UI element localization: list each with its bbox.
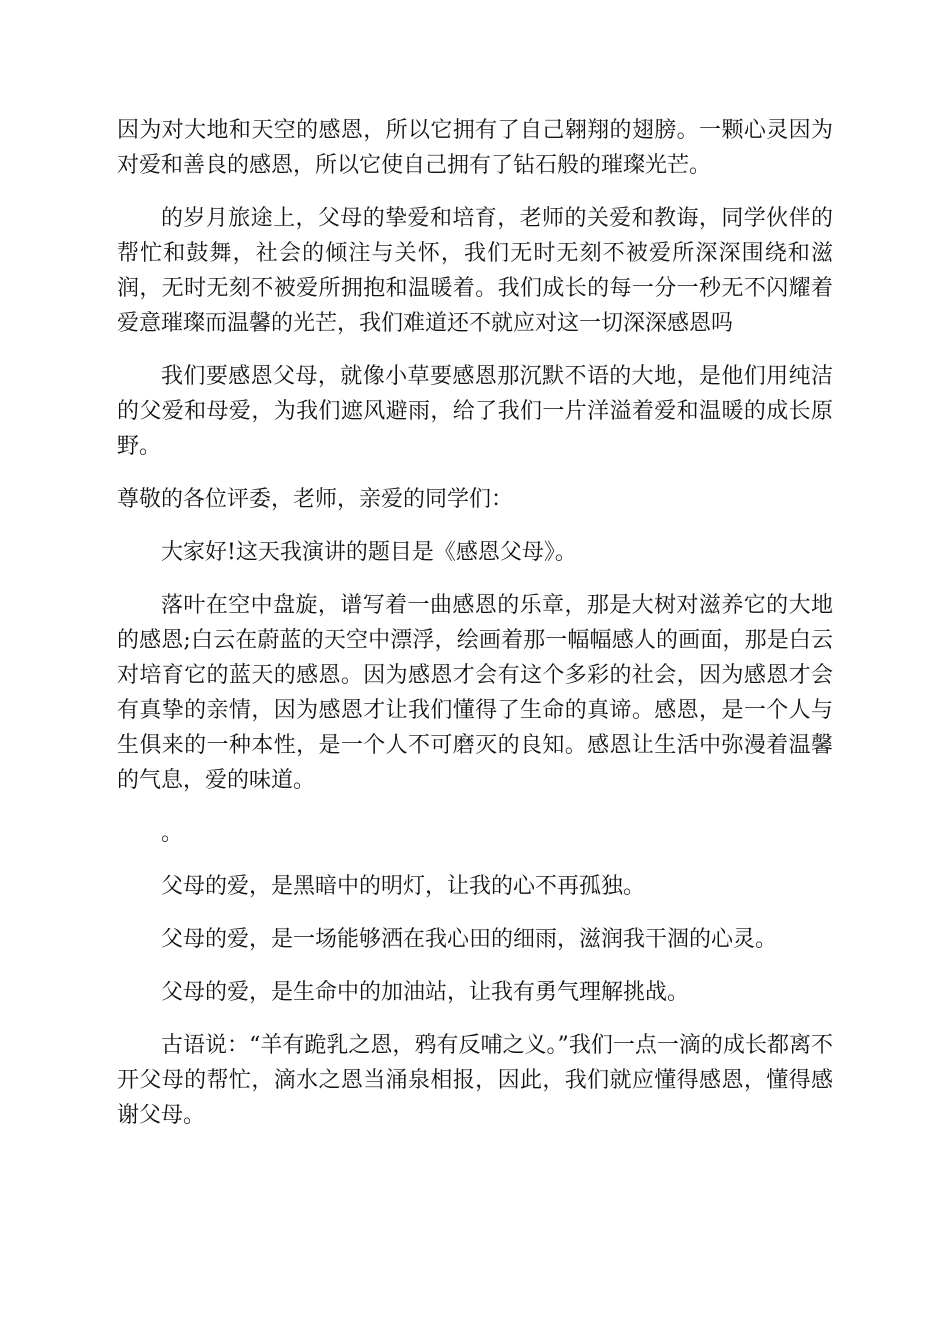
document-body: [117, 113, 833, 1151]
paragraph: 落叶在空中盘旋，谱写着一曲感恩的乐章，那是大树对滋养它的大地的感恩;白云在蔚蓝的天空中漂浮，绘画着那一幅幅感人的画面，那是白云对培育它的蓝天的感恩。因为感恩才会有这个多彩的社会，因为感恩才会有真挚的亲情，因为感恩才让我们懂得了生命的真谛。感恩，是一个人与生俱来的一种本性，是一个人不可磨灭的良知。感恩让生活中弥漫着温馨的气息，爱的味道。: [117, 593, 833, 793]
paragraph: 因为对大地和天空的感恩，所以它拥有了自己翱翔的翅膀。一颗心灵因为对爱和善良的感恩，所以它使自己拥有了钻石般的璀璨光芒。: [117, 118, 833, 178]
greeting-paragraph: 大家好!这天我演讲的题目是《感恩父母》。: [161, 540, 577, 565]
paragraph: 。: [161, 821, 184, 846]
paragraph: 父母的爱，是黑暗中的明灯，让我的心不再孤独。: [161, 874, 646, 899]
paragraph: 我们要感恩父母，就像小草要感恩那沉默不语的大地，是他们用纯洁的父爱和母爱，为我们遮风避雨，给了我们一片洋溢着爱和温暖的成长原野。: [117, 364, 833, 459]
paragraph: 的岁月旅途上，父母的挚爱和培育，老师的关爱和教诲，同学伙伴的帮忙和鼓舞，社会的倾注与关怀，我们无时无刻不被爱所深深围绕和滋润，无时无刻不被爱所拥抱和温暖着。我们成长的每一分一秒无不闪耀着爱意璀璨而温馨的光芒，我们难道还不就应对这一切深深感恩吗: [117, 206, 833, 336]
salutation: 尊敬的各位评委，老师，亲爱的同学们：: [117, 487, 514, 512]
paragraph: 父母的爱，是一场能够洒在我心田的细雨，滋润我干涸的心灵。: [161, 927, 778, 952]
paragraph: 父母的爱，是生命中的加油站，让我有勇气理解挑战。: [161, 980, 690, 1005]
paragraph: 古语说：“羊有跪乳之恩，鸦有反哺之义。”我们一点一滴的成长都离不开父母的帮忙，滴水之恩当涌泉相报，因此，我们就应懂得感恩，懂得感谢父母。: [117, 1033, 833, 1128]
